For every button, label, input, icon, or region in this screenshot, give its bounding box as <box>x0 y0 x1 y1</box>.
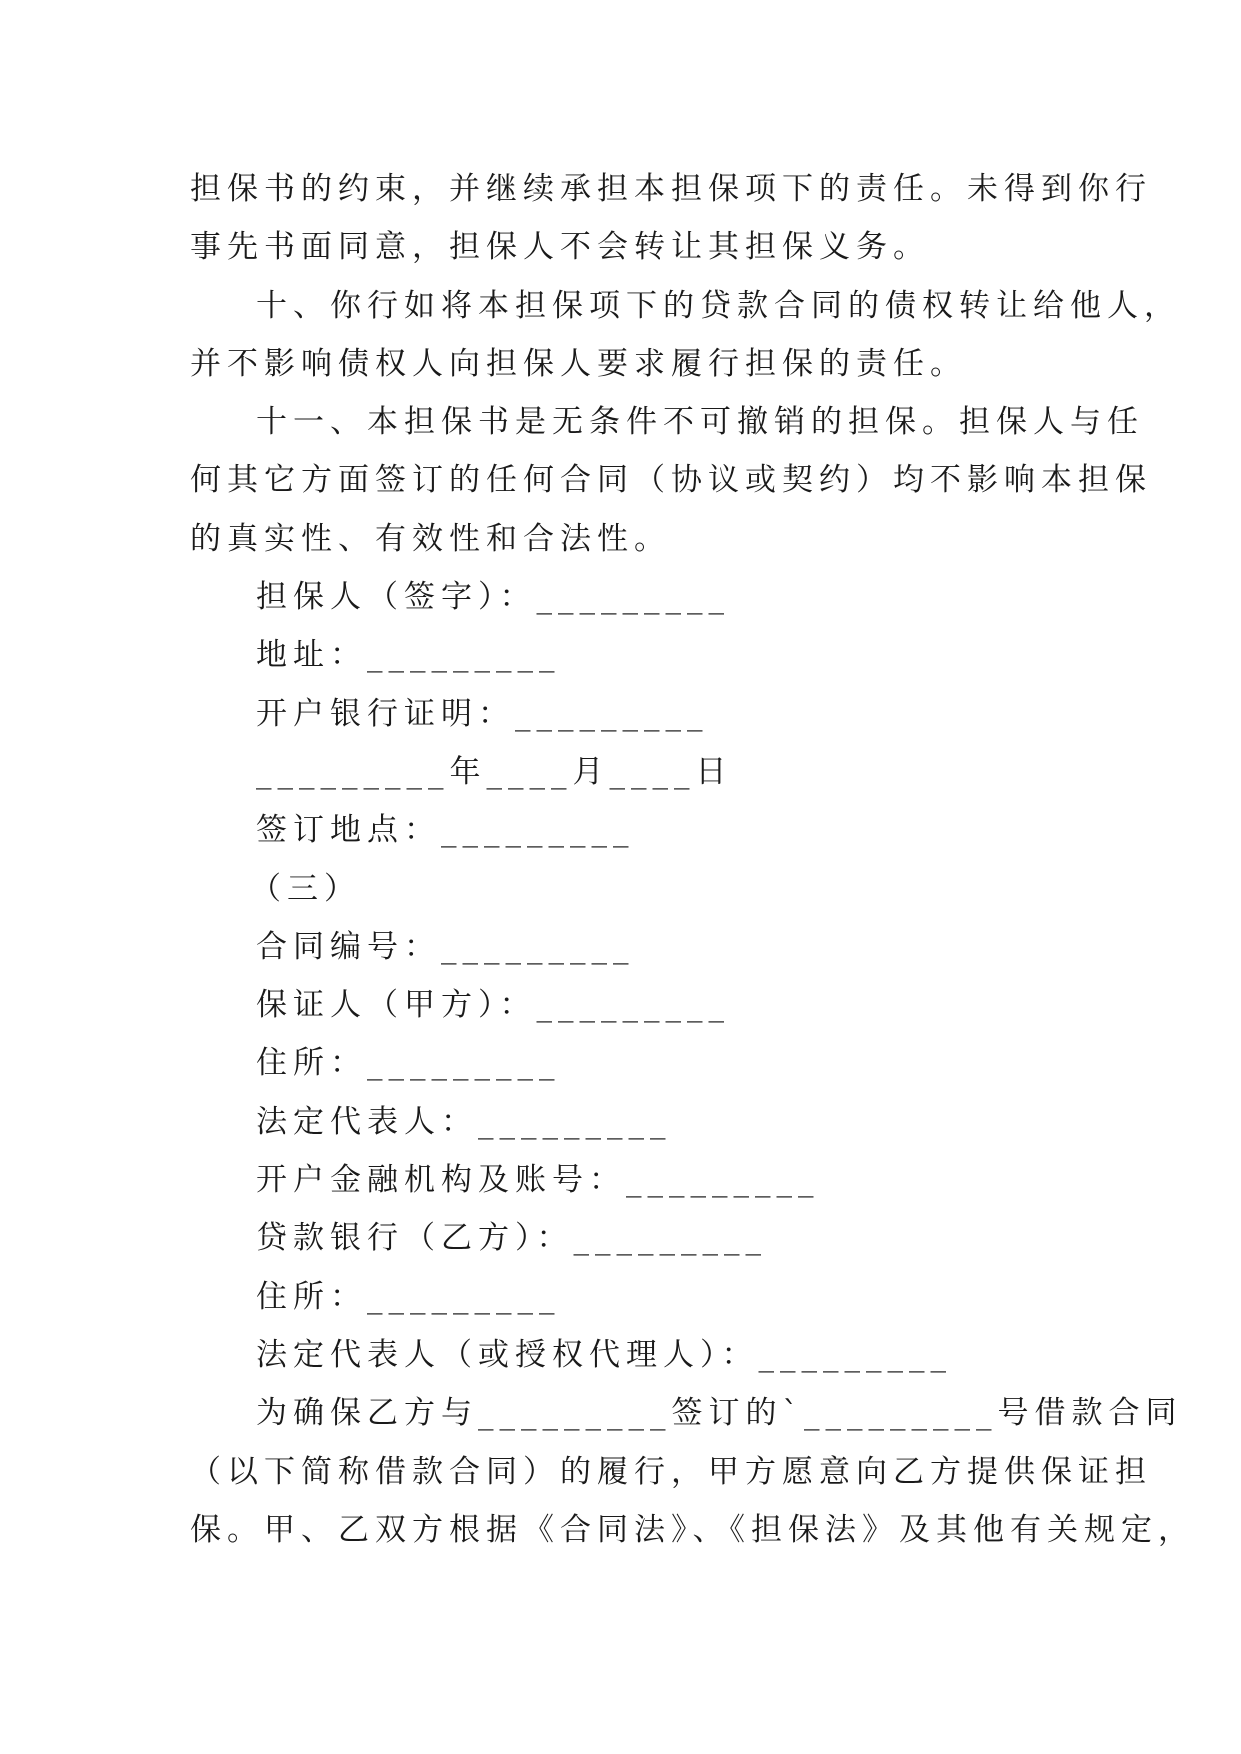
text-line: （以下简称借款合同）的履行，甲方愿意向乙方提供保证担 <box>190 1453 1152 1490</box>
residence-field: 住所：_________ <box>256 1045 561 1082</box>
guarantor-party-a-field: 保证人（甲方）：_________ <box>256 987 730 1024</box>
text-line: 何其它方面签订的任何合同（协议或契约）均不影响本担保 <box>190 462 1152 499</box>
section-heading: （三） <box>250 870 361 907</box>
guarantor-signature-field: 担保人（签字）：_________ <box>256 579 730 616</box>
address-field: 地址：_________ <box>256 637 561 674</box>
text-line: 为确保乙方与_________签订的`_________号借款合同 <box>256 1395 1183 1432</box>
text-line: 的真实性、有效性和合法性。 <box>190 520 671 557</box>
text-line: 保。甲、乙双方根据《合同法》、《担保法》及其他有关规定， <box>190 1511 1195 1548</box>
signing-place-field: 签订地点：_________ <box>256 812 635 849</box>
residence-field: 住所：_________ <box>256 1278 561 1315</box>
text-line: 事先书面同意，担保人不会转让其担保义务。 <box>190 229 930 266</box>
contract-number-field: 合同编号：_________ <box>256 928 635 965</box>
document-body <box>190 160 1195 1559</box>
text-line: 担保书的约束，并继续承担本担保项下的责任。未得到你行 <box>190 171 1152 207</box>
clause-ten: 十、你行如将本担保项下的贷款合同的债权转让给他人， <box>256 287 1181 324</box>
bank-certification-field: 开户银行证明：_________ <box>256 695 709 732</box>
date-field: _________年____月____日 <box>256 753 733 790</box>
authorized-agent-field: 法定代表人（或授权代理人）：_________ <box>256 1336 952 1373</box>
clause-eleven: 十一、本担保书是无条件不可撤销的担保。担保人与任 <box>256 404 1144 441</box>
text-line: 并不影响债权人向担保人要求履行担保的责任。 <box>190 345 967 382</box>
lending-bank-party-b-field: 贷款银行（乙方）：_________ <box>256 1220 767 1257</box>
bank-account-field: 开户金融机构及账号：_________ <box>256 1162 820 1199</box>
legal-representative-field: 法定代表人：_________ <box>256 1103 672 1140</box>
